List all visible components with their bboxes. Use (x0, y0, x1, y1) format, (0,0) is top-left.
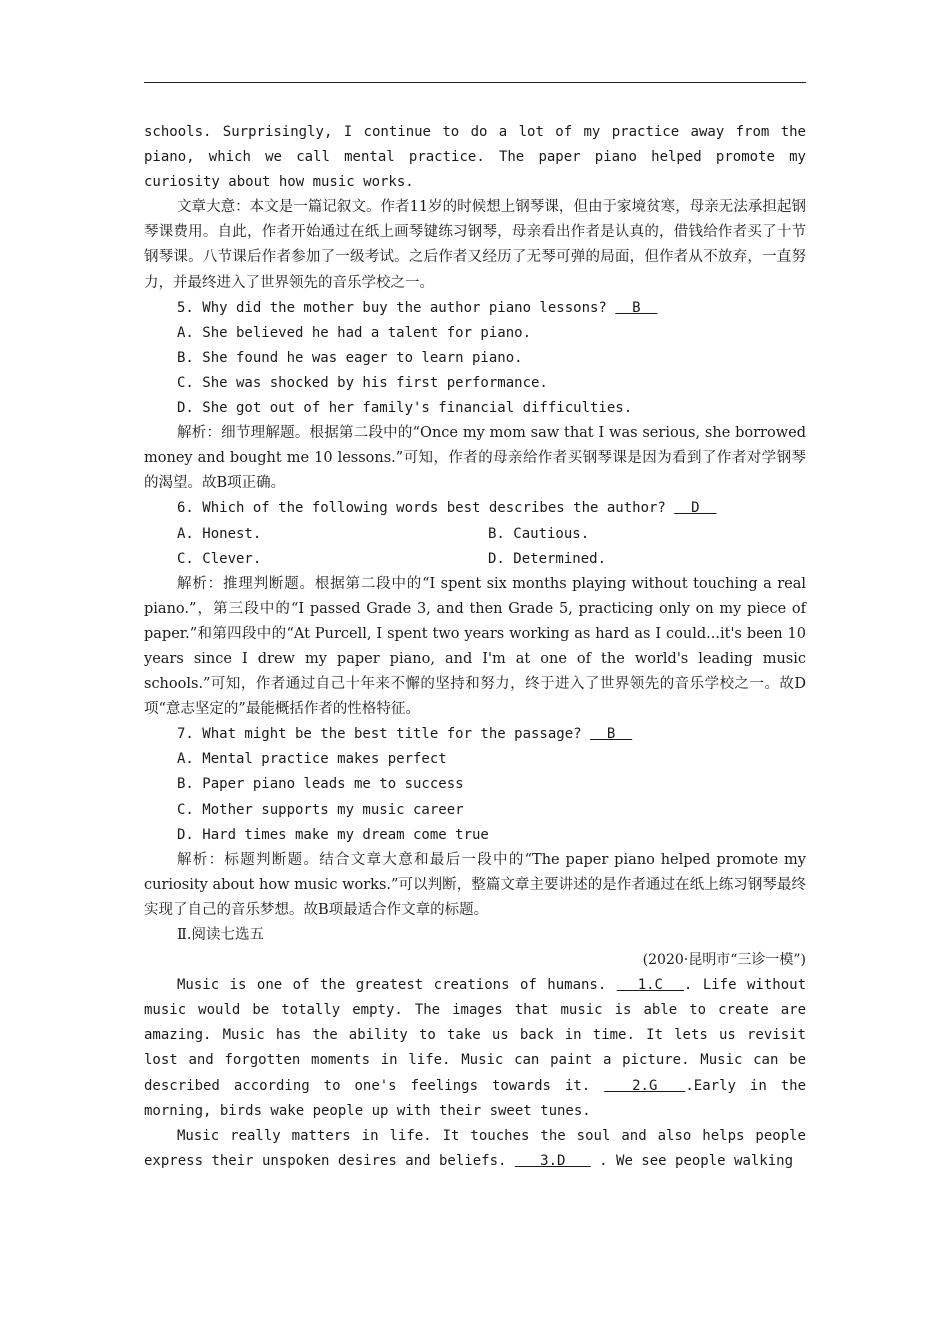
cloze-text: Music is one of the greatest creations of humans. (177, 977, 617, 994)
q5-analysis: 解析：细节理解题。根据第二段中的“Once my mom saw that I was serious, she borrowed money and bought me 10 lessons.”可知，作者的母亲给作者买钢琴课是因为看到了作者对学钢琴的渴望。故B项正确。 (144, 425, 806, 492)
q6-option-b: B. Cautious. (488, 525, 590, 542)
q6-option-a: A. Honest. (177, 525, 262, 542)
q5-option-a: A. She believed he had a talent for piano. (177, 324, 532, 341)
q6-options-row-1 (144, 522, 806, 547)
section-heading: Ⅱ.阅读七选五 (177, 927, 264, 943)
question-7-answer: B (590, 726, 633, 743)
q7-analysis: 解析：标题判断题。结合文章大意和最后一段中的“The paper piano helped promote my curiosity about how music works.”可以判断，整篇文章主要讲述的是作者通过在纸上练习钢琴最终实现了自己的音乐梦想。故B项最适合作文章的标题。 (144, 851, 806, 918)
question-7 (144, 722, 806, 747)
q5-option-b: B. She found he was eager to learn piano. (177, 349, 523, 366)
passage-ending: schools. Surprisingly, I continue to do a lot of my practice away from the piano, which we call mental practice. The paper piano helped promote my curiosity about how music works. (144, 124, 806, 191)
document-body (144, 120, 806, 1174)
cloze-text: .Early in the morning, birds wake people up with their sweet tunes. (144, 1077, 807, 1119)
cloze-paragraph-1 (144, 973, 806, 1124)
q6-options-row-2 (144, 547, 806, 572)
cloze-text: . Life without music would be totally empty. The images that music is able to create are amazing. Music has the ability to take us back in time. It lets us revisit lost and forgotten moments in life. Music can paint a picture. Music can be described according to one's feelings towards it. (144, 977, 806, 1094)
blank-3-answer: 3.D (514, 1152, 591, 1169)
question-6-stem: 6. Which of the following words best describes the author? (177, 500, 675, 517)
q5-option-d: D. She got out of her family's financial difficulties. (177, 400, 633, 417)
blank-1-answer: 1.C (616, 977, 684, 994)
section-source: (2020·昆明市“三诊一模”) (642, 952, 806, 969)
cloze-text: Music really matters in life. It touches the soul and also helps people express their unspoken desires and beliefs. (144, 1127, 806, 1169)
q7-option-b: B. Paper piano leads me to success (177, 776, 464, 793)
q7-option-d: D. Hard times make my dream come true (177, 826, 489, 843)
question-5-answer: B (615, 299, 658, 316)
question-5-stem: 5. Why did the mother buy the author piano lessons? (177, 299, 616, 316)
header-rule (144, 82, 806, 83)
question-7-stem: 7. What might be the best title for the passage? (177, 726, 591, 743)
cloze-paragraph-2 (144, 1124, 806, 1174)
question-6 (144, 496, 806, 521)
q7-option-c: C. Mother supports my music career (177, 801, 464, 818)
cloze-text: . We see people walking (590, 1152, 794, 1169)
q6-analysis: 解析：推理判断题。根据第二段中的“I spent six months playing without touching a real piano.”，第三段中的“I passed Grade 3, and then Grade 5, practicing only on my piece of paper.”和第四段中的“At Purcell, I spent two years working as hard as I could...it's been 10 years since I drew my paper piano, and I'm at one of the world's leading music schools.”可知，作者通过自己十年来不懈的坚持和努力，终于进入了世界领先的音乐学校之一。故D项“意志坚定的”最能概括作者的性格特征。 (144, 575, 806, 718)
q5-option-c: C. She was shocked by his first performance. (177, 374, 548, 391)
question-6-answer: D (674, 500, 717, 517)
blank-2-answer: 2.G (604, 1077, 686, 1094)
q7-option-a: A. Mental practice makes perfect (177, 751, 447, 768)
q6-option-c: C. Clever. (177, 550, 262, 567)
question-5 (144, 296, 806, 321)
passage-summary: 文章大意：本文是一篇记叙文。作者11岁的时候想上钢琴课，但由于家境贫寒，母亲无法承担起钢琴课费用。自此，作者开始通过在纸上画琴键练习钢琴，母亲看出作者是认真的，借钱给作者买了十节钢琴课。八节课后作者参加了一级考试。之后作者又经历了无琴可弹的局面，但作者从不放弃，一直努力，并最终进入了世界领先的音乐学校之一。 (144, 199, 806, 291)
q6-option-d: D. Determined. (488, 550, 607, 567)
